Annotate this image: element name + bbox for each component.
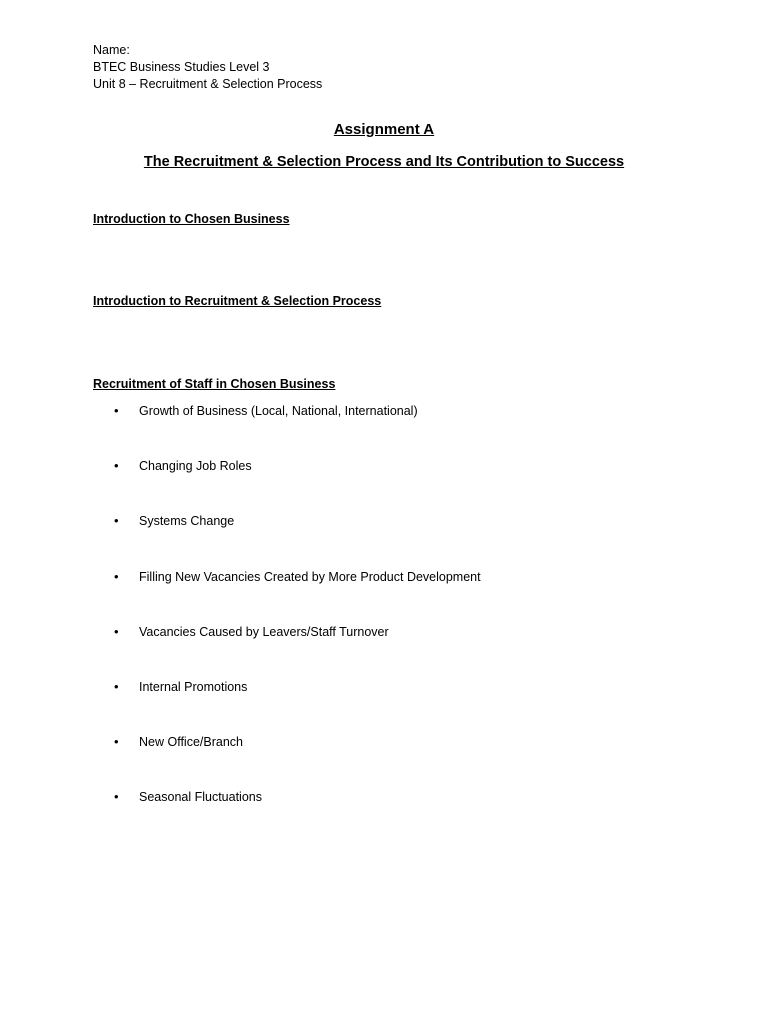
list-item xyxy=(114,679,247,695)
bullet-icon: • xyxy=(114,403,119,418)
bullet-icon: • xyxy=(114,679,119,694)
unit-title: Unit 8 – Recruitment & Selection Process xyxy=(93,77,323,91)
bullet-icon: • xyxy=(114,458,119,473)
course-title: BTEC Business Studies Level 3 xyxy=(93,60,270,74)
list-item-text: New Office/Branch xyxy=(139,735,243,749)
bullet-icon: • xyxy=(114,513,119,528)
list-item-text: Changing Job Roles xyxy=(139,459,252,473)
list-item xyxy=(114,403,418,419)
section-heading-recruitment-staff: Recruitment of Staff in Chosen Business xyxy=(93,377,336,391)
assignment-title: Assignment A xyxy=(333,121,435,138)
list-item xyxy=(114,789,262,805)
section-heading-intro-process: Introduction to Recruitment & Selection Process xyxy=(93,294,382,308)
list-item xyxy=(114,513,234,529)
list-item xyxy=(114,569,481,585)
list-item xyxy=(114,734,243,750)
list-item-text: Internal Promotions xyxy=(139,680,248,694)
list-item-text: Systems Change xyxy=(139,514,235,528)
bullet-icon: • xyxy=(114,734,119,749)
list-item xyxy=(114,458,252,474)
list-item-text: Growth of Business (Local, National, International) xyxy=(139,404,418,418)
bullet-icon: • xyxy=(114,789,119,804)
list-item xyxy=(114,624,389,640)
bullet-icon: • xyxy=(114,569,119,584)
list-item-text: Filling New Vacancies Created by More Product Development xyxy=(139,570,481,584)
list-item-text: Vacancies Caused by Leavers/Staff Turnover xyxy=(139,625,389,639)
name-label: Name: xyxy=(93,43,130,57)
assignment-subtitle: The Recruitment & Selection Process and Its Contribution to Success xyxy=(143,154,625,170)
list-item-text: Seasonal Fluctuations xyxy=(139,790,262,804)
section-heading-intro-business: Introduction to Chosen Business xyxy=(93,212,290,226)
bullet-icon: • xyxy=(114,624,119,639)
